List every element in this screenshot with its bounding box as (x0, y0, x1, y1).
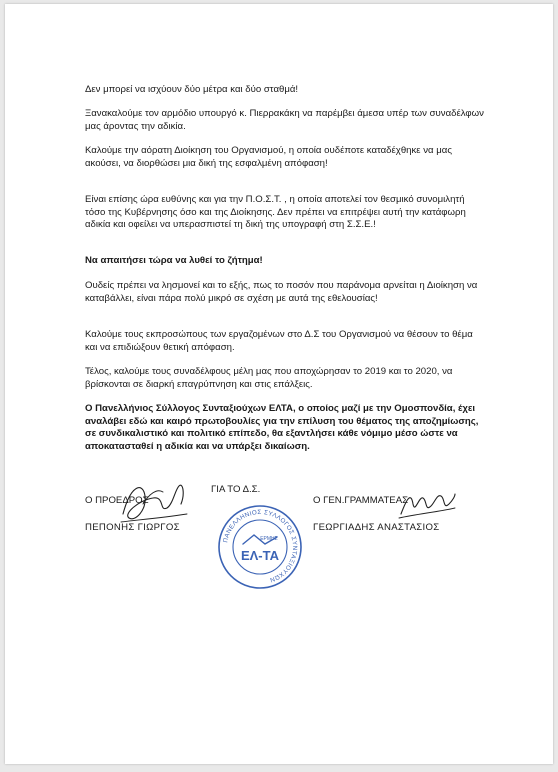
president-signature (113, 474, 195, 534)
paragraph-administration-call: Καλούμε την αόρατη Διοίκηση του Οργανισμού, η οποία ουδέποτε καταδέχθηκε να μας ακούσει, να διορθώσει μια δική της εσφαλμένη απόφαση! (85, 145, 452, 169)
paragraph-association-statement: Ο Πανελλήνιος Σύλλογος Συνταξιούχων ΕΛΤΑ, ο οποίος μαζί με την Ομοσπονδία, έχει αναλάβει εδώ και καιρό πρωτοβουλίες για την επίλυση του θέματος της αποζημίωσης, σε συνδικαλιστικό και πολιτικό επίπεδο, θα εξαντλήσει κάθε νόμιμο μέσο ώστε να αποκατασταθεί η αδικία και να υπάρξει δικαίωση. (85, 403, 479, 452)
president-title: Ο ΠΡΟΕΔΡΟΣ (85, 495, 149, 506)
board-label: ΓΙΑ ΤΟ Δ.Σ. (211, 484, 261, 495)
secretary-title: Ο ΓΕΝ.ΓΡΑΜΜΑΤΕΑΣ (313, 495, 409, 506)
secretary-name: ΓΕΩΡΓΙΑΔΗΣ ΑΝΑΣΤΑΣΙΟΣ (313, 522, 440, 533)
stamp-ring-text: ΠΑΝΕΛΛΗΝΙΟΣ ΣΥΛΛΟΓΟΣ ΣΥΝΤΑΞΙΟΥΧΩΝ (222, 508, 299, 584)
president-name: ΠΕΠΟΝΗΣ ΓΙΩΡΓΟΣ (85, 522, 180, 533)
paragraph-compensation: Ουδείς πρέπει να λησμονεί και το εξής, πως το ποσόν που παράνομα αρνείται η Διοίκηση να καταβάλλει, είναι πάρα πολύ μικρό σε σχέση με αυτά της εθελουσίας! (85, 280, 478, 304)
stamp-logo-text: ΕΛ-ΤΑ (240, 548, 280, 563)
paragraph-demand-heading: Να απαιτήσει τώρα να λυθεί το ζήτημα! (85, 255, 263, 266)
paragraph-representatives: Καλούμε τους εκπροσώπους των εργαζομένων στο Δ.Σ του Οργανισμού να θέσουν το θέμα και να επιδιώξουν θετική απόφαση. (85, 329, 473, 353)
paragraph-measures: Δεν μπορεί να ισχύουν δύο μέτρα και δύο σταθμά! (85, 84, 299, 95)
paragraph-minister-call: Ξανακαλούμε τον αρμόδιο υπουργό κ. Πιερρακάκη να παρέμβει άμεσα υπέρ των συναδέλφων μας άροντας την αδικία. (85, 108, 484, 132)
stamp-inner-text: ΕΡΜΗΣ (260, 536, 278, 542)
secretary-signature (397, 484, 457, 522)
paragraph-members-call: Τέλος, καλούμε τους συναδέλφους μέλη μας που αποχώρησαν το 2019 και το 2020, να βρίσκονται σε διαρκή επαγρύπνηση και στις επάλξεις. (85, 366, 453, 390)
paragraph-post-responsibility: Είναι επίσης ώρα ευθύνης και για την Π.Ο.Σ.Τ. , η οποία αποτελεί τον θεσμικό συνομιλητή τόσο της Κυβέρνησης όσο και της Διοίκησης. Δεν πρέπει να επιτρέψει αυτή την κατάφωρη αδικία και οφείλει να υπερασπιστεί τη δική της υπογραφή στη Σ.Σ.Ε.! (85, 194, 466, 231)
association-stamp (217, 504, 303, 590)
document-page (5, 4, 553, 764)
